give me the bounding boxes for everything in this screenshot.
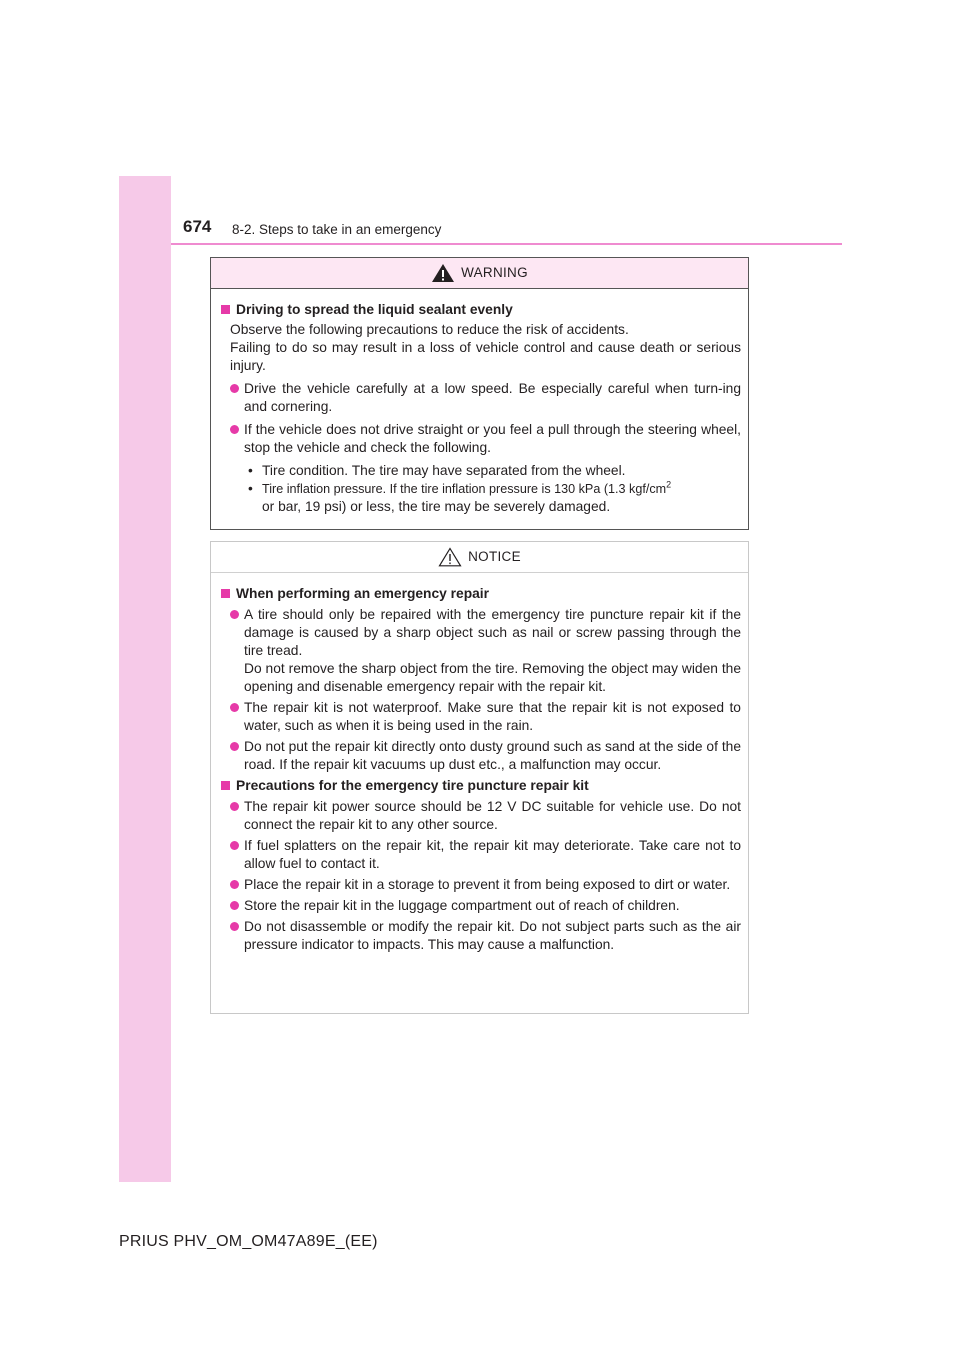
warning-intro-1: Observe the following precautions to reduce the risk of accidents. xyxy=(230,322,629,337)
notice-header xyxy=(211,542,748,573)
side-tab-strip xyxy=(119,176,171,1182)
circle-bullet-icon xyxy=(230,742,239,751)
list-item-text: If fuel splatters on the repair kit, the repair kit may deteriorate. Take care not to allow fuel to contact it. xyxy=(244,838,741,871)
page-number: 674 xyxy=(183,217,212,236)
list-item-text: Do not disassemble or modify the repair kit. Do not subject parts such as the air pressure indicator to impacts. This may cause a malfunction. xyxy=(244,919,741,952)
list-item xyxy=(221,837,741,873)
sub-bullet-mark: • xyxy=(248,481,253,496)
list-item xyxy=(221,738,741,774)
list-item-text: Place the repair kit in a storage to prevent it from being exposed to dirt or water. xyxy=(244,877,731,892)
list-item xyxy=(221,918,741,954)
list-item xyxy=(221,380,741,416)
list-item-text-b: Do not remove the sharp object from the tire. Removing the object may widen the opening and disenable emergency repair with the repair kit. xyxy=(244,661,741,694)
notice-heading-text: Precautions for the emergency tire puncture repair kit xyxy=(236,778,589,793)
list-item-text xyxy=(244,606,741,696)
notice-section-heading-2 xyxy=(221,777,741,795)
list-item xyxy=(221,699,741,735)
circle-bullet-icon xyxy=(230,901,239,910)
warning-box xyxy=(210,257,749,530)
circle-bullet-icon xyxy=(230,384,239,393)
list-item-text: Store the repair kit in the luggage compartment out of reach of children. xyxy=(244,898,680,913)
header-rule xyxy=(171,243,842,245)
warning-section-heading xyxy=(221,301,741,319)
circle-bullet-icon xyxy=(230,880,239,889)
superscript: 2 xyxy=(666,479,672,490)
section-title: 8-2. Steps to take in an emergency xyxy=(232,222,442,237)
circle-bullet-icon xyxy=(230,703,239,712)
notice-triangle-icon xyxy=(438,547,462,567)
list-item-text-a: A tire should only be repaired with the emergency tire puncture repair kit if the damage is caused by a sharp object such as nail or screw passing through the tire tread. xyxy=(244,607,741,658)
warning-heading-text: Driving to spread the liquid sealant evenly xyxy=(236,302,513,317)
list-item-text: The repair kit is not waterproof. Make sure that the repair kit is not exposed to water, such as when it is being used in the rain. xyxy=(244,700,741,733)
list-item xyxy=(221,876,741,894)
sub-list-item xyxy=(221,462,741,480)
sub-list-item-text: Tire condition. The tire may have separated from the wheel. xyxy=(262,463,626,478)
list-item-text: Drive the vehicle carefully at a low speed. Be especially careful when turn-ing and cornering. xyxy=(244,381,741,414)
sub-list-item-text-b: or bar, 19 psi) or less, the tire may be severely damaged. xyxy=(262,499,611,514)
square-bullet-icon xyxy=(221,589,230,598)
circle-bullet-icon xyxy=(230,802,239,811)
warning-body xyxy=(211,289,748,516)
notice-box xyxy=(210,541,749,1014)
circle-bullet-icon xyxy=(230,922,239,931)
sub-list-item xyxy=(221,480,741,516)
warning-triangle-icon xyxy=(431,263,455,283)
notice-label: NOTICE xyxy=(468,549,521,564)
document-id: PRIUS PHV_OM_OM47A89E_(EE) xyxy=(119,1233,378,1250)
notice-section-heading-1 xyxy=(221,585,741,603)
circle-bullet-icon xyxy=(230,841,239,850)
list-item xyxy=(221,897,741,915)
list-item xyxy=(221,606,741,696)
sub-bullet-mark: • xyxy=(248,463,253,478)
square-bullet-icon xyxy=(221,305,230,314)
warning-header xyxy=(211,258,748,289)
warning-intro-2: Failing to do so may result in a loss of vehicle control and cause death or serious injury. xyxy=(230,340,741,373)
list-item-text: The repair kit power source should be 12 V DC suitable for vehicle use. Do not connect the repair kit to any other source. xyxy=(244,799,741,832)
circle-bullet-icon xyxy=(230,425,239,434)
list-item-text: If the vehicle does not drive straight or you feel a pull through the steering wheel, stop the vehicle and check the following. xyxy=(244,422,741,455)
notice-heading-text: When performing an emergency repair xyxy=(236,586,490,601)
sub-list-item-text xyxy=(262,480,741,516)
sub-list-item-text-a: Tire inflation pressure. If the tire inflation pressure is 130 kPa (1.3 kgf/cm xyxy=(262,482,667,496)
list-item xyxy=(221,798,741,834)
circle-bullet-icon xyxy=(230,610,239,619)
notice-body xyxy=(211,573,748,954)
square-bullet-icon xyxy=(221,781,230,790)
warning-label: WARNING xyxy=(461,265,528,280)
list-item-text: Do not put the repair kit directly onto dusty ground such as sand at the side of the road. If the repair kit vacuums up dust etc., a malfunction may occur. xyxy=(244,739,741,772)
list-item xyxy=(221,421,741,457)
